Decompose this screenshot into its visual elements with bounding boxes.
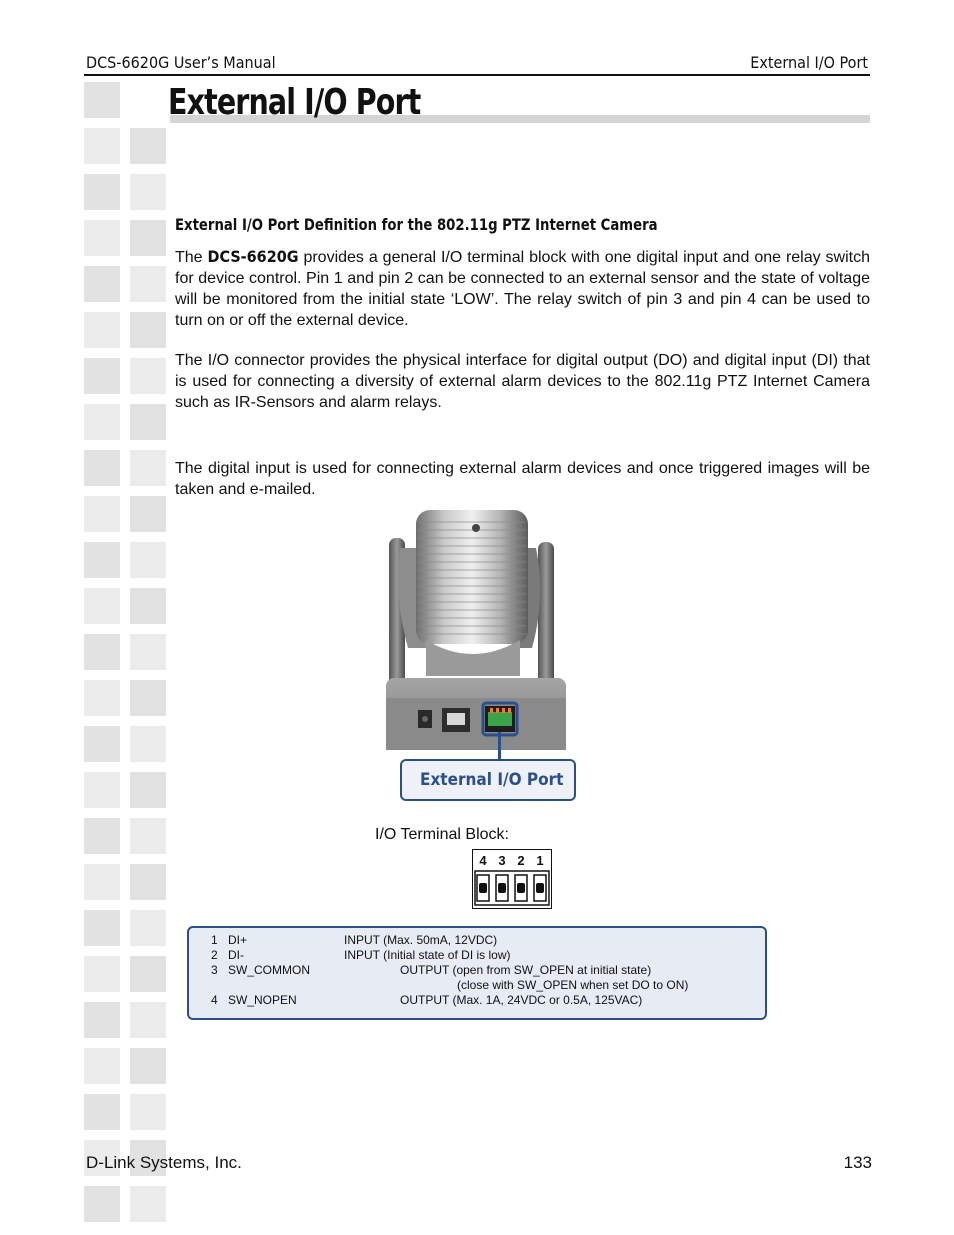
pin-name: DI+: [228, 933, 248, 947]
pin-name: DI-: [228, 948, 244, 962]
model-name: DCS-6620G: [207, 247, 299, 266]
grid-square: [130, 910, 166, 946]
pin-name: SW_NOPEN: [228, 993, 297, 1007]
grid-square: [84, 772, 120, 808]
external-io-port-callout: External I/O Port: [400, 759, 576, 801]
paragraph-digital-input: The digital input is used for connecting external alarm devices and once triggered images will be taken and e-mailed.: [175, 460, 870, 498]
terminal-pin-label: 3: [498, 853, 506, 868]
grid-square: [130, 588, 166, 624]
footer-company: D-Link Systems, Inc.: [86, 1153, 242, 1172]
camera-rear-illustration: [386, 508, 582, 752]
grid-square: [130, 726, 166, 762]
grid-square: [130, 1094, 166, 1130]
grid-square: [130, 680, 166, 716]
grid-square: [84, 312, 120, 348]
grid-square: [84, 450, 120, 486]
paragraph-connector: The I/O connector provides the physical interface for digital output (DO) and digital input (DI) that is used for connecting a diversity of external alarm devices to the 802.11g PTZ Internet Camera such as IR-Sensors and alarm relays.: [175, 352, 870, 411]
page-number: 133: [843, 1153, 872, 1172]
manual-title: DCS-6620G User’s Manual: [86, 53, 276, 72]
grid-square: [84, 358, 120, 394]
grid-square: [130, 864, 166, 900]
pin-number: 1: [211, 933, 218, 947]
grid-square: [130, 266, 166, 302]
pin-description: OUTPUT (Max. 1A, 24VDC or 0.5A, 125VAC): [400, 993, 643, 1007]
grid-square: [130, 128, 166, 164]
grid-square: [130, 1186, 166, 1222]
grid-square: [130, 1048, 166, 1084]
header-divider: [84, 74, 870, 76]
grid-square: [84, 1002, 120, 1038]
grid-square: [130, 312, 166, 348]
grid-square: [84, 1048, 120, 1084]
grid-square: [130, 1002, 166, 1038]
grid-square: [84, 634, 120, 670]
grid-square: [130, 542, 166, 578]
grid-square: [130, 404, 166, 440]
decorative-square-grid: [84, 82, 170, 1232]
grid-square: [84, 220, 120, 256]
callout-leader-line: [498, 732, 501, 760]
grid-square: [84, 1094, 120, 1130]
grid-square: [84, 174, 120, 210]
grid-square: [84, 864, 120, 900]
grid-square: [84, 588, 120, 624]
grid-square: [130, 496, 166, 532]
terminal-pin-label: 4: [479, 853, 487, 868]
grid-square: [130, 818, 166, 854]
grid-square: [84, 726, 120, 762]
paragraph-intro: [175, 246, 870, 331]
pin-number: 2: [211, 948, 218, 962]
pin-description: INPUT (Initial state of DI is low): [344, 948, 511, 962]
grid-square: [84, 910, 120, 946]
paragraph-intro-body: provides a general I/O terminal block with one digital input and one relay switch for device control. Pin 1 and pin 2 can be connected to an external sensor and the state of voltage will be monitored from the initial state ‘LOW’. The relay switch of pin 3 and pin 4 can be used to turn on or off the external device.: [175, 249, 871, 329]
grid-square: [130, 220, 166, 256]
terminal-pin-label: 2: [517, 853, 525, 868]
pin-number: 4: [211, 993, 218, 1007]
paragraph-intro-prefix: The: [175, 249, 208, 266]
grid-square: [84, 1186, 120, 1222]
grid-square: [130, 358, 166, 394]
grid-square: [84, 818, 120, 854]
pin-name: SW_COMMON: [228, 963, 310, 977]
grid-square: [130, 956, 166, 992]
grid-square: [130, 772, 166, 808]
grid-square: [84, 404, 120, 440]
grid-square: [84, 496, 120, 532]
pin-definition-table: [187, 926, 767, 1020]
pin-description: (close with SW_OPEN when set DO to ON): [457, 978, 689, 992]
page-title: External I/O Port: [168, 82, 421, 123]
grid-square: [84, 82, 120, 118]
grid-square: [84, 128, 120, 164]
section-heading: External I/O Port Definition for the 802.11g PTZ Internet Camera: [175, 215, 658, 234]
pin-description: OUTPUT (open from SW_OPEN at initial state): [400, 963, 652, 977]
grid-square: [84, 956, 120, 992]
grid-square: [84, 680, 120, 716]
terminal-block-diagram: [472, 849, 552, 909]
pin-number: 3: [211, 963, 218, 977]
terminal-block-label: I/O Terminal Block:: [375, 826, 509, 843]
grid-square: [84, 266, 120, 302]
grid-square: [130, 450, 166, 486]
grid-square: [130, 634, 166, 670]
pin-description: INPUT (Max. 50mA, 12VDC): [344, 933, 498, 947]
terminal-pin-label: 1: [536, 853, 544, 868]
grid-square: [130, 174, 166, 210]
header-section-name: External I/O Port: [750, 53, 868, 72]
grid-square: [84, 542, 120, 578]
